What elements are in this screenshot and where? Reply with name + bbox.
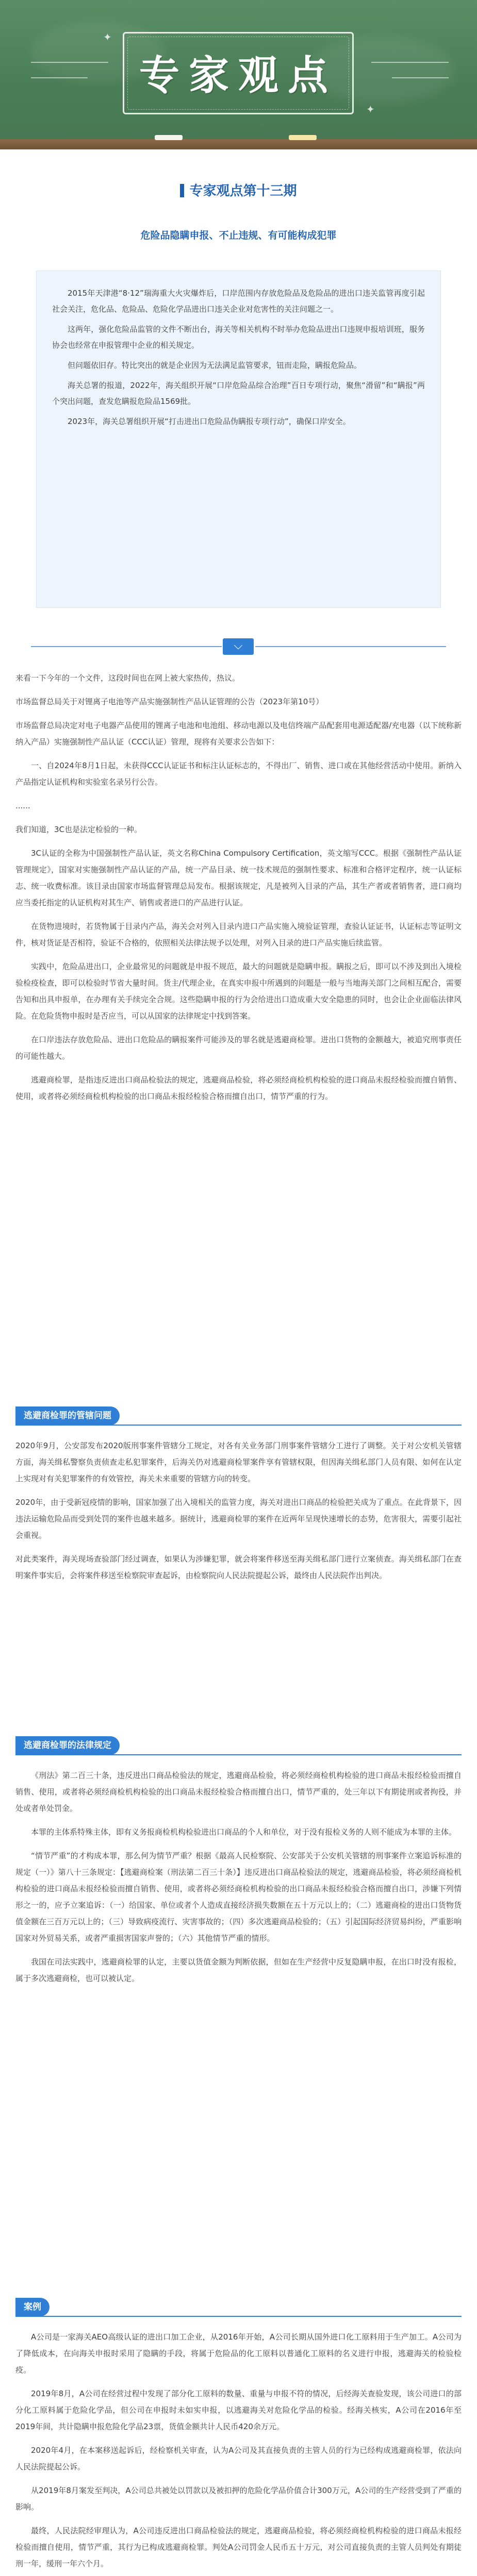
chalk-line — [392, 77, 449, 78]
section-tag-case: 案例 — [15, 2298, 50, 2316]
intro-box — [36, 270, 441, 608]
chalk-line — [371, 62, 449, 63]
body-paragraph: 在货物进境时，若货物属于目录内产品，海关会对列入目录内进口产品实施入境验证管理，查验认证证书，认证标志等证明文件，核对货证是否相符，验证不合格的，依照相关法律法规予以处理，对列入目录的进口产品实施后续监管。 — [15, 922, 462, 947]
divider-line — [31, 646, 222, 647]
title-bar-icon — [180, 184, 184, 197]
body-paragraph: 从2019年8月案发至判决，A公司总共被处以罚款以及被扣押的危险化学品价值合计300万元，A公司的生产经营受到了严重的影响。 — [15, 2486, 462, 2512]
body-paragraph: 2020年，由于受新冠疫情的影响，国家加强了出入境相关的监管力度，海关对进出口商品的检验把关成为了重点。在此背景下，因违法运输危险品而受到处罚的案件也越来越多。据统计，逃避商检罪的案件在近两年呈现快速增长的态势，危害很大，需要引起社会重视。 — [15, 1498, 462, 1540]
intro-paragraph: 2015年天津港“8·12”瑞海重大火灾爆炸后，口岸范围内存放危险品及危险品的进出口违关监管再度引起社会关注，危化品、危险品、危险化学品进出口违关企业对危害性的关注问题之一。 — [52, 289, 425, 314]
body-paragraph: A公司是一家海关AEO高级认证的进出口加工企业，从2016年开始，A公司长期从国外进口化工原料用于生产加工。A公司为了降低成本，在向海关申报时采用了隐瞒的手段，将属于危险品的化工原料以普通化工原料的名义进行申报，逃避海关的检验检疫。 — [15, 2332, 462, 2375]
chalk-tray — [0, 139, 477, 149]
body-section-law — [15, 1767, 462, 1994]
chalk-stick — [155, 135, 183, 140]
body-paragraph: 我们知道，3C也是法定检验的一种。 — [15, 825, 142, 834]
body-paragraph: 《刑法》第二百三十条，违反进出口商品检验法的规定，逃避商品检验，将必须经商检机构检验的进口商品未报经检验而擅自销售、使用，或者将必须经商检机构检验的出口商品未报经检验合格而擅自出口，情节严重的，处三年以下有期徒刑或者拘役，并处或者单处罚金。 — [15, 1771, 462, 1813]
body-paragraph: 对此类案件，海关现场查验部门经过调查，如果认为涉嫌犯罪，就会将案件移送至海关缉私部门进行立案侦查。海关缉私部门在查明案件事实后，会将案件移送至检察院审查起诉，由检察院向人民法院提起公诉，最终由人民法院作出判决。 — [15, 1554, 462, 1580]
chevron-down-icon: ⌵ — [223, 638, 254, 655]
intro-paragraph: 2023年，海关总署组织开展“打击进出口危险品伪瞒报专项行动”，确保口岸安全。 — [68, 417, 351, 426]
body-section-1 — [15, 670, 462, 1112]
intro-paragraph: 但问题依旧存。特比突出的就是企业因为无法满足监管要求，钮而走险，瞒报危险品。 — [68, 361, 362, 370]
divider-line — [255, 646, 446, 647]
issue-title-text: 专家观点第十三期 — [189, 183, 297, 199]
star-icon: ✦ — [103, 31, 112, 43]
article-subtitle: 危险品隐瞒申报、不止违规、有可能构成犯罪 — [140, 230, 337, 241]
body-paragraph: 市场监督总局决定对电子电器产品使用的锂离子电池和电池组、移动电源以及电信终端产品配套用电源适配器/充电器（以下统称新纳入产品）实施强制性产品认证（CCC认证）管理，现将有关要求公告如下： — [15, 721, 462, 747]
issue-title — [0, 180, 477, 199]
chalk-stick — [289, 135, 317, 140]
body-paragraph: 市场监督总局关于对锂离子电池等产品实施强制性产品认证管理的公告（2023年第10号） — [15, 697, 324, 706]
blackboard-banner — [0, 0, 477, 149]
section-divider — [0, 636, 477, 657]
body-section-case — [15, 2329, 462, 2576]
banner-title: 专家观点 — [139, 52, 337, 99]
body-paragraph: 逃避商检罪，是指违反进出口商品检验法的规定，逃避商品检验，将必须经商检机构检验的进口商品未报经检验而擅自销售、使用，或者将必须经商检机构检验的出口商品未报经检验合格而擅自出口，情节严重的行为。 — [15, 1075, 462, 1101]
body-paragraph: 来看一下今年的一个文件，这段时间也在网上被大家热传，热议。 — [15, 673, 240, 683]
section-tag-jurisdiction: 逃避商检罪的管辖问题 — [15, 1406, 120, 1425]
body-paragraph: 2019年8月，A公司在经营过程中发现了部分化工原料的数量、重量与申报不符的情况，后经海关查验发现，该公司进口的部分化工原料属于危险化学品，但公司在申报时未如实申报，以逃避海关对危险化学品的检验。经海关核实，A公司在2016年至2019年间，共计隐瞒申报危险化学品23票，货值金额共计人民币420余万元。 — [15, 2389, 462, 2431]
body-paragraph: ...... — [15, 801, 30, 810]
body-paragraph: 最终，人民法院经审理认为，A公司违反进出口商品检验法的规定，逃避商品检验，将必须经商检机构检验的进口商品未报经检验而擅自使用，情节严重，其行为已构成逃避商检罪。判处A公司罚金人民币五十万元，对公司直接负责的主管人员判处有期徒刑一年，缓刑一年六个月。 — [15, 2526, 462, 2568]
intro-paragraph: 海关总署的报道，2022年，海关组织开展“口岸危险品综合治理”百日专项行动，聚焦“滑留”和“瞒报”两个突出问题，查发危瞒报危险品1569批。 — [52, 381, 425, 406]
intro-paragraph: 这两年，强化危险品监管的文件不断出台，海关等相关机构不时举办危险品进出口违规申报培训班，服务协会也经常在申报管理中企业的相关规定。 — [52, 325, 425, 350]
chalk-line — [31, 62, 108, 63]
body-paragraph: 在口岸违法存放危险品、进出口危险品的瞒报案件可能涉及的罪名就是逃避商检罪。进出口货物的金额越大，被追究刑事责任的可能性越大。 — [15, 1035, 462, 1061]
body-paragraph: 3C认证的全称为中国强制性产品认证，英文名称China Compulsory Certification，英文缩写CCC。根据《强制性产品认证管理规定》，国家对实施强制性产品认证的产品，统一产品目录、统一技术规范的强制性要求、标准和合格评定程序，统一认证标志、统一收费标准。该目录由国家市场监督管理总局发布。根据该规定，凡是被列入目录的产品，其生产者或者销售者，进口商均应当委托指定的认证机构对其生产、销售或者进口的产品进行认证。 — [15, 849, 462, 907]
body-paragraph: 本罪的主体系特殊主体，即有义务报商检机构检验进出口商品的个人和单位，对于没有报检义务的人则不能成为本罪的主体。 — [31, 1827, 457, 1837]
body-section-jurisdiction — [15, 1437, 462, 1591]
star-icon: ✦ — [366, 103, 375, 115]
section-tag-law: 逃避商检罪的法律规定 — [15, 1736, 120, 1755]
body-paragraph: 我国在司法实践中，逃避商检罪的认定，主要以货值金额为判断依据，但如在生产经营中反复隐瞒申报，在出口时没有报检，属于多次逃避商检，也可以被认定。 — [15, 1957, 462, 1983]
section-line — [15, 2316, 462, 2317]
chalk-line — [31, 77, 88, 78]
body-paragraph: 2020年9月，公安部发布2020版刑事案件管辖分工规定，对各有关业务部门刑事案件管辖分工进行了调整。关于对公安机关管辖方面，海关缉私警察负责侦查走私犯罪案件，后海关仍对逃避商检罪案件享有管辖权限，但因海关缉私部门人员有限、如何在认定上实现对有关犯罪案件的有效管控，海关未来重要的管辖方向的转变。 — [15, 1441, 462, 1483]
body-paragraph: 一、自2024年8月1日起，未获得CCC认证证书和标注认证标志的，不得出厂、销售、进口或在其他经营活动中使用。新纳入产品指定认证机构和实验室名录另行公告。 — [15, 761, 462, 787]
body-paragraph: 2020年4月，在本案移送起诉后，经检察机关审查，认为A公司及其直接负责的主管人员的行为已经构成逃避商检罪，依法向人民法院提起公诉。 — [15, 2446, 462, 2471]
body-paragraph: 实践中，危险品进出口，企业最常见的问题就是申报不规范，最大的问题就是隐瞒申报。瞒报之后，即可以不涉及到出入境检验检疫检查，即可以检验时节省大量时间。货主/代理企业，在真实申报中所遇到的问题是一般与当地海关部门之间相互配合，需要告知和出具申报单，在办理有关手续完全合规。这些隐瞒申报的行为会给进出口造成重大安全隐患的同时，也会让企业面临法律风险。在危险货物申报时是否应当，可以从国家的法律规定中找到答案。 — [15, 962, 462, 1021]
body-paragraph: “情节严重”的才构成本罪，那么何为情节严重？根据《最高人民检察院、公安部关于公安机关管辖的刑事案件立案追诉标准的规定（一）》第八十三条规定：【逃避商检案（刑法第二百三十条）】违反进出口商品检验法的规定，逃避商品检验，将必须经商检机构检验的进口商品未报经检验而擅自销售、使用，或者将必须经商检机构检验的出口商品未报经检验合格而擅自出口，涉嫌下列情形之一的，应予立案追诉：（一）给国家、单位或者个人造成直接经济损失数额在五十万元以上的；（二）逃避商检的进出口货物货值金额在三百万元以上的；（三）导致病疫流行、灾害事故的；（四）多次逃避商品检验的；（五）引起国际经济贸易纠纷，严重影响国家对外贸易关系，或者严重损害国家声誉的；（六）其他情节严重的情形。 — [15, 1851, 462, 1943]
